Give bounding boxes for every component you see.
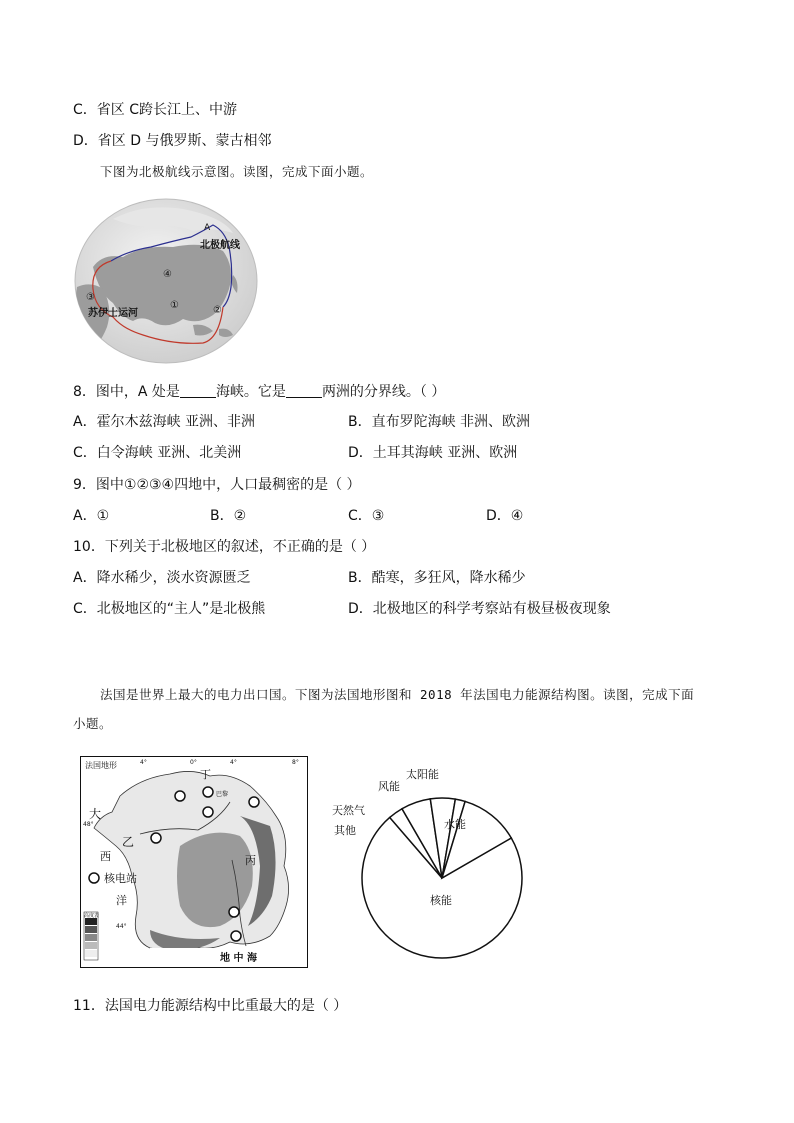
pie-label-gas: 天然气	[332, 804, 365, 817]
globe-label-a: A	[204, 223, 211, 233]
pie-label-solar: 太阳能	[406, 768, 439, 781]
map-legend-height: 高度表	[84, 913, 100, 919]
pie-label-wind: 风能	[378, 780, 400, 793]
q10-option-d[interactable]: D．北极地区的科学考察站有极昼极夜现象	[348, 601, 611, 617]
q10-option-a[interactable]: A．降水稀少，淡水资源匮乏	[73, 570, 251, 586]
map-lon-0: 0°	[190, 759, 197, 766]
q9-option-a[interactable]: A．①	[73, 508, 110, 524]
map-lon-4: 4°	[230, 759, 237, 766]
map-label-yang: 洋	[116, 894, 127, 907]
intro-arctic-route: 下图为北极航线示意图。读图，完成下面小题。	[100, 164, 374, 179]
q8-option-c[interactable]: C．白令海峡 亚洲、北美洲	[73, 445, 242, 461]
intro-france-line1: 法国是世界上最大的电力出口国。下图为法国地形图和 2018 年法国电力能源结构图。读图，完成下面	[100, 687, 695, 702]
map-sea-label: 地 中 海	[220, 953, 257, 964]
pie-label-other: 其他	[334, 824, 356, 837]
option-c-prev: C．省区 C跨长江上、中游	[73, 102, 238, 118]
map-title: 法国地形	[85, 761, 117, 770]
q8-option-d[interactable]: D．土耳其海峡 亚洲、欧洲	[348, 445, 518, 461]
answer-blank-1[interactable]	[180, 383, 216, 398]
globe-label-route: 北极航线	[200, 240, 240, 251]
pie-label-hydro: 水能	[444, 818, 466, 831]
q10-option-c[interactable]: C．北极地区的“主人”是北极熊	[73, 601, 266, 617]
map-lon-4w: 4°	[140, 759, 147, 766]
map-label-paris: 巴黎	[216, 791, 229, 798]
globe-label-3: ③	[86, 292, 95, 303]
q8-option-b[interactable]: B．直布罗陀海峡 非洲、欧洲	[348, 414, 531, 430]
globe-label-4: ④	[163, 269, 172, 280]
q9-option-b[interactable]: B．②	[210, 508, 247, 524]
q10-option-b[interactable]: B．酷寒，多狂风，降水稀少	[348, 570, 526, 586]
map-label-ding: 丁	[200, 768, 211, 781]
pie-label-nuclear: 核能	[430, 894, 452, 907]
map-lat-48: 48°	[83, 821, 94, 828]
question-11-stem: 11．法国电力能源结构中比重最大的是（ ）	[73, 998, 348, 1014]
arctic-route-globe	[73, 197, 259, 365]
globe-label-1: ①	[170, 300, 179, 311]
option-d-prev: D．省区 D 与俄罗斯、蒙古相邻	[73, 133, 272, 149]
question-8-part2: 海峡。它是	[215, 384, 286, 400]
q8-option-a[interactable]: A．霍尔木兹海峡 亚洲、非洲	[73, 414, 256, 430]
map-lat-44: 44°	[116, 923, 127, 930]
map-label-yi: 乙	[122, 835, 135, 849]
q9-option-d[interactable]: D．④	[486, 508, 524, 524]
map-legend-nuclear: 核电站	[104, 872, 137, 885]
question-8-stem	[73, 382, 445, 402]
answer-blank-2[interactable]	[286, 383, 322, 398]
energy-pie-chart	[326, 750, 526, 970]
map-label-bing: 丙	[245, 854, 256, 867]
question-10-stem: 10．下列关于北极地区的叙述，不正确的是（ ）	[73, 539, 376, 555]
map-label-xi: 西	[100, 850, 111, 863]
intro-france-line2: 小题。	[73, 716, 113, 731]
question-8-part1: 8．图中，A 处是	[73, 384, 180, 400]
map-lon-8: 8°	[292, 759, 299, 766]
q9-option-c[interactable]: C．③	[348, 508, 385, 524]
question-9-stem: 9．图中①②③④四地中，人口最稠密的是（ ）	[73, 477, 361, 493]
globe-label-suez: 苏伊士运河	[88, 308, 138, 319]
france-terrain-map	[80, 756, 308, 968]
globe-label-2: ②	[213, 305, 222, 316]
question-8-part3: 两洲的分界线。（ ）	[321, 384, 446, 400]
map-label-da: 大	[89, 807, 102, 821]
